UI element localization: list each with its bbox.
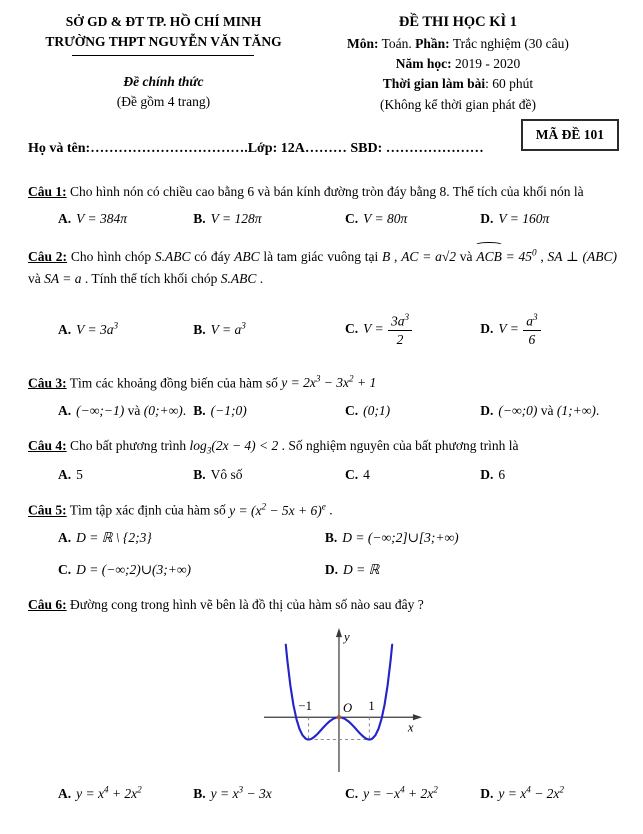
option-D: [325, 562, 617, 578]
subject-line: [299, 34, 617, 54]
option-D: [480, 785, 617, 803]
plain-text: có đáy: [190, 249, 235, 265]
option-letter: D.: [480, 467, 494, 482]
question-label: Câu 4:: [28, 437, 67, 453]
math-text: = $45^0$: [501, 247, 537, 265]
math-text: SA ⊥ (ABC): [547, 249, 618, 265]
origin-dot: [336, 715, 340, 719]
plain-text: ,: [536, 249, 548, 265]
options-row: [28, 530, 617, 578]
x-axis-label: x: [407, 720, 414, 735]
plain-text: và: [28, 270, 45, 286]
options-row: [28, 785, 617, 803]
options-row: [28, 211, 617, 227]
option-B: [193, 467, 341, 483]
option-C: [345, 785, 476, 803]
question-3: [28, 372, 617, 419]
option-letter: D.: [480, 786, 494, 802]
math-text: (1;+∞): [556, 402, 596, 418]
math-text: B: [382, 249, 391, 265]
plain-text: Đường cong trong hình vẽ bên là đồ thị của hàm số nào sau đây ?: [70, 597, 424, 613]
duration-line: [299, 74, 617, 94]
fraction: $\frac{a^3}{6}$: [523, 312, 540, 348]
math-text: S.ABC: [220, 270, 257, 286]
option-D: [480, 312, 617, 348]
option-letter: B.: [324, 530, 338, 546]
plain-text: và: [456, 249, 477, 265]
part-value: Trắc nghiệm (30 câu): [449, 35, 569, 51]
plain-text: là tam giác vuông tại: [259, 249, 382, 265]
plain-text: và: [124, 402, 144, 418]
question-6: [28, 594, 617, 802]
math-text: (0;+∞): [143, 402, 183, 418]
option-A: [58, 403, 189, 419]
math-text: V = 384π: [76, 211, 128, 227]
question-4: [28, 435, 617, 483]
option-letter: B.: [193, 467, 206, 482]
option-D: [480, 211, 617, 227]
question-label: Câu 3:: [28, 375, 67, 391]
math-text: (−∞;0): [498, 402, 538, 418]
student-info-row: [28, 126, 617, 157]
y-axis-label: y: [343, 629, 350, 644]
plain-text: .: [325, 502, 333, 518]
math-text: (0;1): [363, 402, 391, 418]
math-text: $y = -x^4 + 2x^2$: [363, 784, 438, 802]
option-letter: C.: [344, 211, 359, 227]
x-pos1-label: 1: [367, 698, 375, 713]
math-text: V = 128π: [210, 211, 262, 227]
option-A: [58, 321, 189, 339]
option-letter: C.: [344, 402, 359, 418]
y-axis-arrow: [335, 628, 341, 637]
option-letter: D.: [480, 211, 494, 227]
plain-text: Cho hình chóp: [70, 249, 155, 265]
plain-text: Cho hình nón có chiều cao bằng 6 và bán kính đường tròn đáy bằng 8. Thể tích của khối nón là: [70, 183, 584, 199]
plain-text: . Số nghiệm nguyên của bất phương trình là: [278, 437, 519, 453]
question-label: Câu 5:: [28, 502, 67, 518]
option-B: [193, 403, 341, 419]
plain-text: 5: [76, 467, 83, 482]
math-text: V =: [363, 320, 387, 336]
subject-label: Môn:: [346, 35, 379, 51]
option-letter: A.: [58, 786, 72, 802]
option-letter: D.: [324, 562, 339, 578]
question-text: [28, 499, 617, 521]
header-left: [28, 12, 299, 115]
subject-value: Toán.: [378, 35, 416, 51]
math-text: $V = 3a^3$: [76, 320, 119, 338]
option-C: [58, 562, 321, 578]
option-B: [193, 785, 341, 803]
option-letter: B.: [193, 402, 206, 418]
fraction: $\frac{3a^3}{2}$: [388, 312, 412, 348]
question-label: Câu 1:: [28, 183, 67, 199]
x-axis-arrow: [412, 714, 421, 720]
plain-text: .: [182, 402, 187, 418]
pages-note: (Đề gồm 4 trang): [116, 93, 211, 109]
math-text: V = 80π: [363, 211, 408, 227]
math-text: S.ABC: [154, 249, 191, 265]
question-5: [28, 499, 617, 578]
option-letter: C.: [344, 786, 359, 802]
year-label: Năm học:: [395, 56, 452, 71]
question-2: [28, 243, 617, 355]
exam-header: [28, 12, 617, 115]
origin-label: O: [342, 700, 352, 715]
math-text: $y = x^4 - 2x^2$: [498, 784, 565, 802]
exam-code-box: MÃ ĐỀ 101: [521, 119, 619, 151]
duration-note: (Không kể thời gian phát đề): [379, 96, 536, 112]
question-text: [28, 372, 617, 394]
option-letter: A.: [58, 402, 72, 418]
option-C: [345, 312, 476, 348]
option-letter: B.: [193, 211, 206, 227]
math-text: D = (−∞;2)∪(3;+∞): [76, 562, 191, 578]
math-text: V = 160π: [498, 211, 550, 227]
x-neg1-label: −1: [297, 698, 312, 713]
plain-text: Cho bất phương trình: [70, 437, 190, 453]
options-row: [28, 304, 617, 356]
question-text: [28, 181, 617, 203]
plain-text: Tìm tập xác định của hàm số: [69, 502, 230, 518]
math-text: (−1;0): [210, 402, 247, 418]
math-text: $V = a^3$: [210, 320, 246, 338]
question-label: Câu 6:: [28, 597, 67, 613]
year-line: [299, 54, 617, 74]
angle-hat: ACB: [476, 246, 502, 268]
option-A: [58, 467, 189, 483]
option-C: [345, 467, 476, 483]
option-D: [480, 467, 617, 483]
question-text: [28, 435, 617, 458]
option-letter: A.: [58, 322, 72, 338]
year-value: 2019 - 2020: [451, 56, 521, 71]
school-underline: [72, 55, 254, 56]
question-label: Câu 2:: [28, 249, 68, 265]
question-text: [28, 594, 617, 616]
math-text: $\log_3(2x - 4) < 2$: [189, 437, 279, 456]
option-letter: A.: [58, 530, 72, 546]
plain-text: .: [256, 270, 264, 286]
math-text: (−∞;−1): [76, 402, 125, 418]
duration-label: Thời gian làm bài: [382, 76, 486, 92]
option-B: [325, 530, 617, 546]
graph-svg: [248, 624, 434, 776]
math-text: AC = a√2: [401, 249, 457, 265]
option-A: [58, 530, 321, 546]
option-D: [480, 403, 617, 419]
math-text: $y = x^4 + 2x^2$: [76, 784, 142, 802]
part-label: Phần:: [415, 35, 450, 51]
question-1: [28, 181, 617, 228]
option-letter: C.: [58, 562, 72, 578]
exam-title: ĐỀ THI HỌC KÌ 1: [398, 14, 518, 30]
math-text: D = (−∞;2]∪[3;+∞): [342, 530, 459, 546]
math-text: $y = (x^2 - 5x + 6)^e$: [229, 501, 326, 518]
department-name: SỞ GD & ĐT TP. HỒ CHÍ MINH: [65, 14, 262, 29]
option-letter: D.: [480, 320, 494, 336]
option-C: [345, 211, 476, 227]
option-letter: B.: [193, 786, 206, 802]
question-text: [28, 243, 617, 289]
duration-value: : 60 phút: [485, 76, 534, 92]
math-text: $y = 2x^3 - 3x^2 + 1$: [281, 373, 377, 391]
plain-text: .: [595, 402, 600, 418]
math-text: ABC: [234, 249, 260, 265]
function-graph: [64, 624, 617, 776]
option-B: [193, 211, 341, 227]
option-letter: A.: [58, 211, 72, 227]
option-A: [58, 211, 189, 227]
option-letter: C.: [344, 467, 359, 482]
option-letter: A.: [58, 467, 72, 482]
student-info-line: Họ và tên:…………………………….Lớp: 12A……… SBD: …………………: [28, 140, 484, 156]
option-A: [58, 785, 189, 803]
options-row: [28, 467, 617, 483]
option-B: [193, 321, 341, 339]
math-text: D = ℝ \ {2;3}: [76, 530, 152, 546]
header-right: [299, 12, 617, 115]
math-text: D = ℝ: [343, 562, 380, 578]
plain-text: và: [537, 402, 557, 418]
plain-text: 4: [363, 467, 370, 482]
plain-text: . Tính thể tích khối chóp: [81, 270, 221, 286]
math-text: SA = a: [44, 270, 82, 286]
plain-text: ,: [390, 249, 402, 265]
options-row: [28, 403, 617, 419]
option-letter: B.: [193, 322, 206, 338]
plain-text: Vô số: [210, 467, 243, 482]
school-name: TRƯỜNG THPT NGUYỄN VĂN TĂNG: [45, 34, 282, 50]
option-letter: C.: [344, 320, 359, 336]
math-text: V =: [498, 320, 523, 336]
plain-text: Tìm các khoảng đồng biến của hàm số: [69, 375, 282, 391]
exam-type: Đề chính thức: [123, 73, 204, 89]
questions-list: [28, 181, 617, 802]
option-C: [345, 403, 476, 419]
plain-text: 6: [498, 467, 506, 482]
math-text: $y = x^3 - 3x$: [210, 784, 272, 802]
option-letter: D.: [480, 402, 494, 418]
